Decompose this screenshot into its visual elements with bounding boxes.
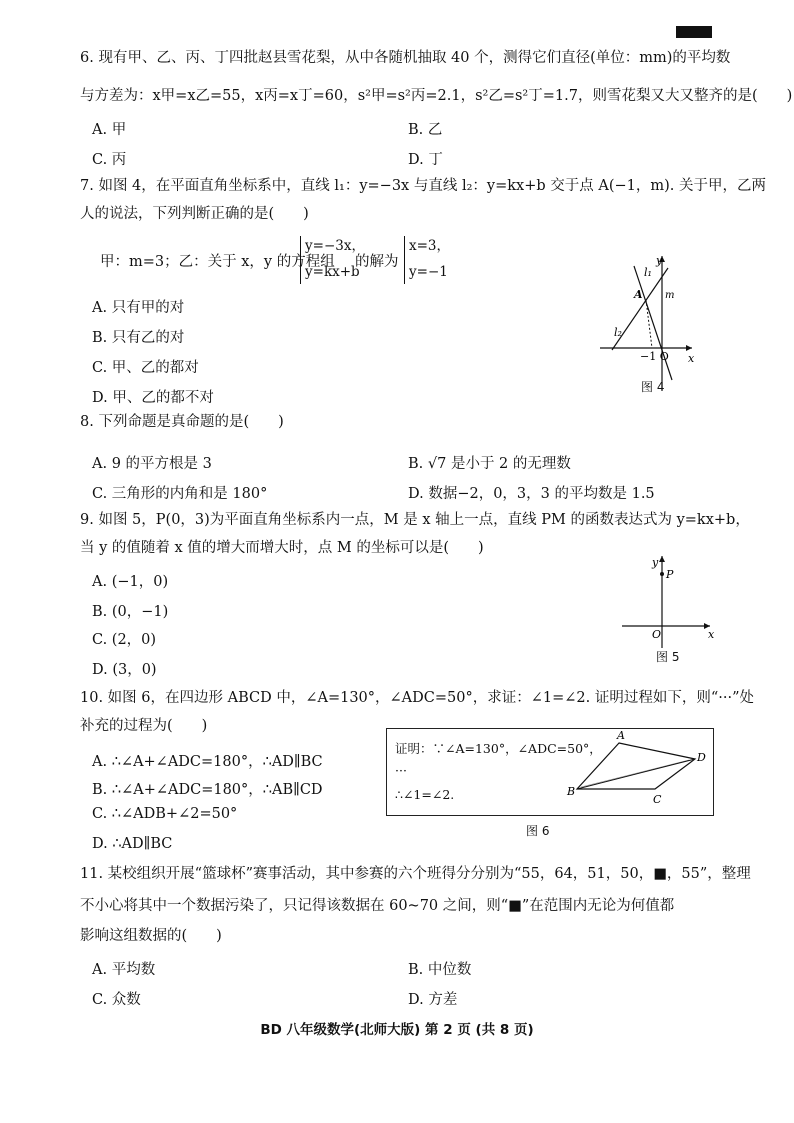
fig4-x-arrow-icon <box>686 345 692 351</box>
q7-claim-mid: 的解为 <box>355 254 399 270</box>
fig4-label-origin: −1 O <box>640 350 669 363</box>
fig6-label-d: D <box>697 751 706 764</box>
fig5-y-arrow-icon <box>659 556 665 562</box>
fig5-label-o: O <box>652 628 662 641</box>
fig5-point-p <box>660 572 664 576</box>
q10-proof-line2: ··· <box>395 763 407 778</box>
fig5-caption: 图 5 <box>656 650 680 664</box>
fig5-label-p: P <box>666 568 674 581</box>
q6-option-b: B. 乙 <box>408 122 443 138</box>
q11-option-a: A. 平均数 <box>92 962 156 978</box>
fig4-label-y: y <box>656 254 663 267</box>
figure-6 <box>567 729 707 809</box>
q7-option-c: C. 甲、乙的都对 <box>92 360 199 376</box>
q7-solution-eq1: x=3， <box>409 238 451 254</box>
fig4-label-a: A <box>634 288 643 301</box>
q7-solution-eq2: y=−1 <box>409 264 448 280</box>
q8-option-d: D. 数据−2，0，3，3 的平均数是 1.5 <box>408 486 655 502</box>
q10-option-b: B. ∴∠A+∠ADC=180°，∴AB∥CD <box>92 782 323 798</box>
q7-stem-line1: 7. 如图 4，在平面直角坐标系中，直线 l₁：y=−3x 与直线 l₂：y=kx+b 交于点 A(−1，m). 关于甲，乙两 <box>80 178 766 194</box>
q7-system-brace <box>300 236 301 284</box>
q7-solution-brace <box>404 236 405 284</box>
q8-option-a: A. 9 的平方根是 3 <box>92 456 212 472</box>
q8-option-b: B. √7 是小于 2 的无理数 <box>408 456 571 472</box>
q10-option-d: D. ∴AD∥BC <box>92 836 173 852</box>
fig4-label-l2: l₂ <box>614 326 622 339</box>
fig4-caption: 图 4 <box>641 380 665 394</box>
fig5-label-y: y <box>652 556 659 569</box>
page-footer: BD 八年级数学(北师大版) 第 2 页 (共 8 页) <box>260 1022 534 1038</box>
fig6-label-a: A <box>617 729 625 742</box>
q9-option-c: C. (2，0) <box>92 632 157 648</box>
fig4-dashed-perpendicular <box>646 300 652 348</box>
q11-stem-line3: 影响这组数据的( ) <box>80 928 222 944</box>
q9-option-b: B. (0，−1) <box>92 604 169 620</box>
q11-option-b: B. 中位数 <box>408 962 472 978</box>
q11-option-d: D. 方差 <box>408 992 458 1008</box>
q7-claim-prefix: 甲：m=3；乙：关于 x，y 的方程组 <box>100 254 335 270</box>
q8-stem: 8. 下列命题是真命题的是( ) <box>80 414 284 430</box>
q10-stem-line1: 10. 如图 6，在四边形 ABCD 中，∠A=130°，∠ADC=50°，求证：∠1=∠2. 证明过程如下，则“···”处 <box>80 690 754 706</box>
q10-proof-line1: 证明：∵∠A=130°，∠ADC=50°， <box>395 741 602 756</box>
q9-option-a: A. (−1，0) <box>92 574 169 590</box>
q10-proof-box <box>386 728 714 816</box>
q6-option-d: D. 丁 <box>408 152 443 168</box>
q9-stem-line2: 当 y 的值随着 x 值的增大而增大时，点 M 的坐标可以是( ) <box>80 540 484 556</box>
fig6-caption: 图 6 <box>526 824 550 838</box>
figure-4 <box>600 250 700 390</box>
q6-stem-line1: 6. 现有甲、乙、丙、丁四批赵县雪花梨，从中各随机抽取 40 个，测得它们直径(单位：mm)的平均数 <box>80 50 731 66</box>
fig4-label-l1: l₁ <box>644 266 652 279</box>
fig4-label-m: m <box>665 290 675 301</box>
q11-stem-line1: 11. 某校组织开展“篮球杯”赛事活动，其中参赛的六个班得分分别为“55，64，51，50，■，55”，整理 <box>80 866 751 882</box>
q7-system-eq2: y=kx+b <box>305 264 360 280</box>
q6-option-c: C. 丙 <box>92 152 127 168</box>
fig6-label-b: B <box>567 785 576 798</box>
q6-stem-line2: 与方差为：x甲=x乙=55，x丙=x丁=60，s²甲=s²丙=2.1，s²乙=s²丁=1.7，则雪花梨又大又整齐的是( ) <box>80 88 793 104</box>
fig6-label-c: C <box>653 793 662 806</box>
q7-system-eq1: y=−3x， <box>305 238 365 254</box>
q8-option-c: C. 三角形的内角和是 180° <box>92 486 268 502</box>
fig6-quadrilateral <box>577 743 695 789</box>
q10-option-c: C. ∴∠ADB+∠2=50° <box>92 806 238 822</box>
q10-option-a: A. ∴∠A+∠ADC=180°，∴AD∥BC <box>92 754 323 770</box>
q10-proof-line3: ∴∠1=∠2. <box>395 787 455 802</box>
q10-stem-line2: 补充的过程为( ) <box>80 718 208 734</box>
q9-stem-line1: 9. 如图 5，P(0，3)为平面直角坐标系内一点，M 是 x 轴上一点，直线 PM 的函数表达式为 y=kx+b， <box>80 512 750 528</box>
q7-option-b: B. 只有乙的对 <box>92 330 185 346</box>
q7-option-a: A. 只有甲的对 <box>92 300 185 316</box>
fig4-label-x: x <box>688 352 695 365</box>
fig5-label-x: x <box>708 628 715 641</box>
figure-5 <box>616 552 716 652</box>
q7-stem-line2: 人的说法，下列判断正确的是( ) <box>80 206 309 222</box>
q6-option-a: A. 甲 <box>92 122 127 138</box>
q7-option-d: D. 甲、乙的都不对 <box>92 390 214 406</box>
corner-registration-mark <box>676 26 712 38</box>
q9-option-d: D. (3，0) <box>92 662 157 678</box>
q11-stem-line2: 不小心将其中一个数据污染了，只记得该数据在 60~70 之间，则“■”在范围内无论为何值都 <box>80 898 675 914</box>
fig6-diagonal-bd <box>577 759 695 789</box>
q11-option-c: C. 众数 <box>92 992 141 1008</box>
fig6-angle-mark <box>581 760 689 787</box>
